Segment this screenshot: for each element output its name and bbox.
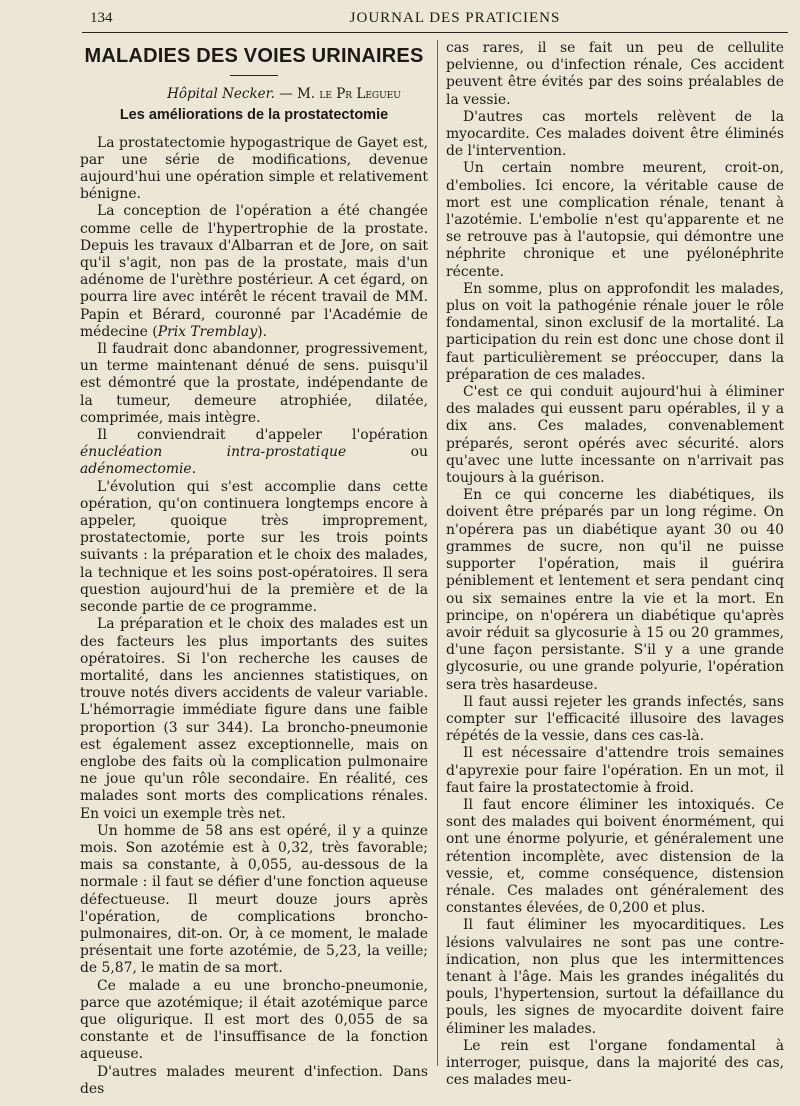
paragraph: Il est nécessaire d'attendre trois semaines d'apyrexie pour faire l'opération. En un mot, il faut faire la prostatectomie à froid. bbox=[446, 745, 784, 796]
paragraph: En ce qui concerne les diabétiques, ils doivent être préparés par un long régime. On n'opérera pas un diabétique ayant 30 ou 40 grammes de sucre, non qu'il ne puisse supporter l'opération, mais il guérira péniblement et lentement et sera pendant cinq ou six semaines entre la vie et la mort. En principe, on n'opérera un diabétique qu'après avoir réduit sa glycosurie à 15 ou 20 grammes, d'une façon persistante. S'il y a une grande glycosurie, ou une grande polyurie, l'opération sera très hasardeuse. bbox=[446, 487, 784, 693]
running-head: JOURNAL DES PRATICIENS bbox=[349, 10, 561, 26]
paragraph: Il faudrait donc abandonner, progressivement, un terme maintenant dénué de sens. puisqu'il est démontré que la prostate, indépendante de la tumeur, demeure atrophiée, dilatée, comprimée, mais intègre. bbox=[80, 341, 428, 426]
left-column bbox=[80, 40, 428, 1097]
page-number: 134 bbox=[90, 10, 113, 26]
byline-hospital: Hôpital Necker. bbox=[167, 86, 275, 103]
paragraph: Un homme de 58 ans est opéré, il y a quinze mois. Son azotémie est à 0,32, très favorable; mais sa constante, à 0,055, au-dessous de la normale : il faut se défier d'une fonction aqueuse défectueuse. Il meurt douze jours après l'opération, de complications broncho-pulmonaires, dit-on. Or, à ce moment, le malade présentait une forte azotémie, de 5,23, la veille; de 5,87, le matin de sa mort. bbox=[80, 822, 428, 977]
column-divider bbox=[437, 40, 438, 1066]
section-title: MALADIES DES VOIES URINAIRES bbox=[84, 45, 424, 67]
paragraph: Un certain nombre meurent, croit-on, d'embolies. Ici encore, la véritable cause de mort est une complication rénale, tenant à l'azotémie. L'embolie n'est qu'apparente et ne se retrouve pas à l'autopsie, qui démontre une néphrite chronique et une pyélonéphrite récente. bbox=[446, 160, 784, 280]
paragraph: D'autres cas mortels relèvent de la myocardite. Ces malades doivent être éliminés de l'intervention. bbox=[446, 108, 784, 160]
paragraph: Il faut éliminer les myocarditiques. Les lésions valvulaires ne sont pas une contre-indication, non plus que les intermittences tenant à l'âge. Mais les grandes inégalités du pouls, l'hypertension, surtout la défaillance du pouls, les signes de myocardite doivent faire éliminer les malades. bbox=[446, 917, 784, 1037]
paragraph: D'autres malades meurent d'infection. Dans des bbox=[80, 1063, 428, 1097]
paragraph: L'évolution qui s'est accomplie dans cette opération, qu'on continuera longtemps encore à appeler, quoique très improprement, prostatectomie, porte sur les trois points suivants : la préparation et le choix des malades, la technique et les soins post-opératoires. Il sera question aujourd'hui de la première et de la seconde partie de ce programme. bbox=[80, 478, 428, 616]
byline-author: — M. le Pr Legueu bbox=[279, 86, 401, 103]
paragraph: Il faut aussi rejeter les grands infectés, sans compter sur l'efficacité illusoire des lavages répétés de la vessie, dans ces cas-là. bbox=[446, 693, 784, 745]
paragraph: La prostatectomie hypogastrique de Gayet est, par une série de modifications, devenue aujourd'hui une opération simple et relativement bénigne. bbox=[80, 134, 428, 203]
paragraph: Il faut encore éliminer les intoxiqués. Ce sont des malades qui boivent énormément, qui ont une énorme polyurie, et généralement une rétention incomplète, avec distension de la vessie, et, comme conséquence, distension rénale. Ces malades ont généralement des constantes élevées, de 0,200 et plus. bbox=[446, 796, 784, 917]
paragraph: Ce malade a eu une broncho-pneumonie, parce que azotémique; il était azotémique parce que oligurique. Il est mort des 0,055 de sa constante et de l'insuffisance de la fonction aqueuse. bbox=[80, 977, 428, 1063]
article-title: Les améliorations de la prostatectomie bbox=[119, 107, 389, 124]
paragraph: Le rein est l'organe fondamental à interroger, puisque, dans la majorité des cas, ces malades meu- bbox=[446, 1037, 784, 1089]
page-header bbox=[90, 8, 780, 30]
paragraph: La conception de l'opération a été changée comme celle de l'hypertrophie de la prostate. Depuis les travaux d'Albarran et de Jore, on sait qu'il s'agit, non pas de la prostate, mais d'un adénome de l'urèthre postérieur. A cet égard, on pourra lire avec intérêt le récent travail de MM. Papin et Bérard, couronné par l'Académie de médecine (Prix Tremblay). bbox=[80, 203, 428, 340]
right-column bbox=[446, 40, 784, 1089]
paragraph: Il conviendrait d'appeler l'opération énucléation intra-prostatique ou adénomectomie. bbox=[80, 427, 428, 478]
title-rule bbox=[230, 75, 278, 76]
paragraph: C'est ce qui conduit aujourd'hui à éliminer des malades qui eussent paru opérables, il y a dix ans. Ces malades, convenablement préparés, seront opérés avec sécurité. alors qu'avec une lutte incessante on n'arrivait pas toujours à la guérison. bbox=[446, 384, 784, 487]
paragraph: La préparation et le choix des malades est un des facteurs les plus importants des suites opératoires. Si l'on recherche les causes de mortalité, dans les anciennes statistiques, on trouve notés divers accidents de valeur variable. L'hémorragie immédiate figure dans une faible proportion (3 sur 344). La broncho-pneumonie est également assez exceptionnelle, mais on englobe des faits où la complication pulmonaire ne joue qu'un rôle secondaire. En réalité, ces malades sont morts des complications rénales. En voici un exemple très net. bbox=[80, 616, 428, 822]
paragraph: En somme, plus on approfondit les malades, plus on voit la pathogénie rénale jouer le rôle fondamental, sinon exclusif de la mortalité. La participation du rein est donc une chose dont il faut particulièrement se préoccuper, dans la préparation de ces malades. bbox=[446, 280, 784, 383]
byline bbox=[80, 86, 428, 103]
paragraph: cas rares, il se fait un peu de cellulite pelvienne, ou d'infection rénale, Ces accident peuvent être évités par des soins préalables de la vessie. bbox=[446, 40, 784, 108]
header-rule bbox=[82, 32, 788, 33]
